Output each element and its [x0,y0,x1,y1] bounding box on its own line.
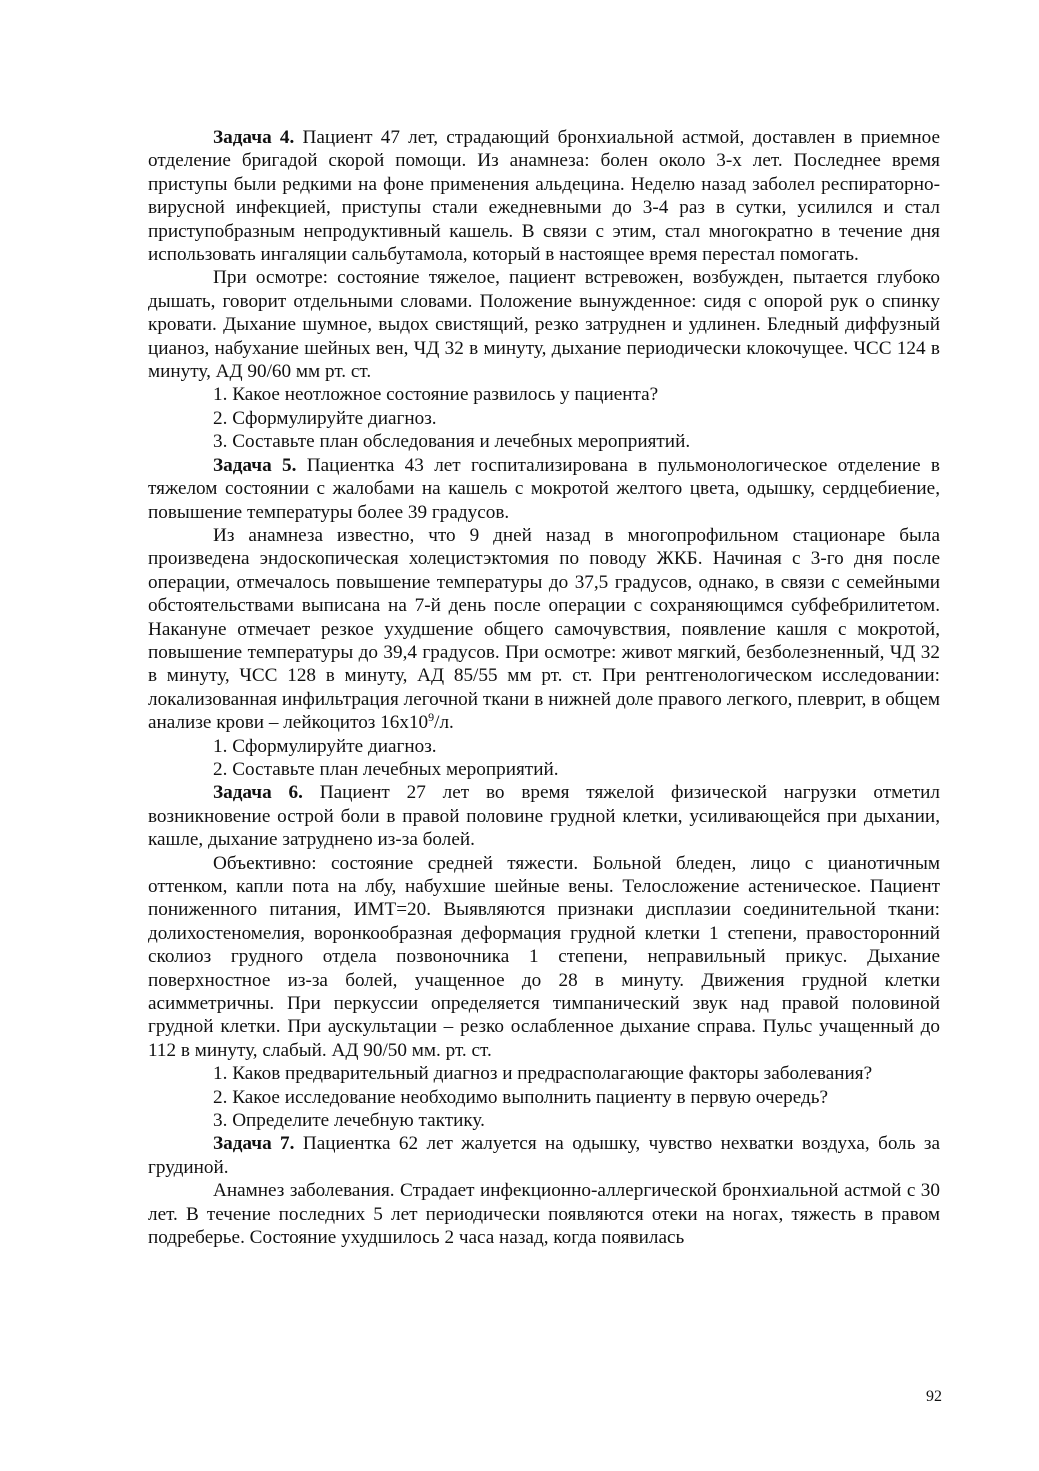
task-5-anamnesis-text: Из анамнеза известно, что 9 дней назад в многопрофильном стационаре была произведена эндоскопическая холецистэктомия по поводу ЖКБ. Начиная с 3-го дня после операции, отмечалось повышение температуры до 37,5 градусов, однако, в связи с семейными обстоятельствами выписана на 7-й день после операции с сохраняющимся субфебрилитетом. Накануне отмечает резкое ухудшение общего самочувствия, появление кашля с мокротой, повышение температуры до 39,4 градусов. При осмотре: живот мягкий, безболезненный, ЧД 32 в минуту, ЧСС 128 в минуту, АД 85/55 мм рт. ст. При рентгенологическом исследовании: локализованная инфильтрация легочной ткани в нижней доле правого легкого, плеврит, в общем анализе крови – лейкоцитоз 16х10 [148,524,940,734]
task-5-title: Задача 5. [213,454,297,476]
task-5-anamnesis-unit: /л. [434,712,454,734]
task-7-title: Задача 7. [213,1133,295,1155]
task-4-question-3: 3. Составьте план обследования и лечебных мероприятий. [213,431,691,453]
task-6-question-1: 1. Каков предварительный диагноз и предрасполагающие факторы заболевания? [213,1063,873,1085]
task-6-title: Задача 6. [213,782,303,804]
document-page [148,126,940,1250]
task-6-lead-text: Пациент 27 лет во время тяжелой физической нагрузки отметил возникновение острой боли в правой половине грудной клетки, усиливающейся при дыхании, кашле, дыхание затруднено из-за болей. [148,782,941,851]
task-4-lead [148,126,940,266]
task-7-anamnesis: Анамнез заболевания. Страдает инфекционно-аллергической бронхиальной астмой с 30 лет. В течение последних 5 лет периодически появляются отеки на ногах, тяжесть в правом подреберье. Состояние ухудшилось 2 часа назад, когда появилась [148,1180,940,1249]
task-7-lead-text: Пациентка 62 лет жалуется на одышку, чувство нехватки воздуха, боль за грудиной. [148,1133,940,1178]
task-6-question-2: 2. Какое исследование необходимо выполнить пациенту в первую очередь? [213,1086,829,1108]
task-4-question-1: 1. Какое неотложное состояние развилось у пациента? [213,384,659,406]
task-5-anamnesis [148,524,940,735]
page-number: 92 [926,1388,942,1405]
task-4-lead-text: Пациент 47 лет, страдающий бронхиальной астмой, доставлен в приемное отделение бригадой скорой помощи. Из анамнеза: болен около 3-х лет. Последнее время приступы были редкими на фоне применения альдецина. Неделю назад заболел респираторно-вирусной инфекцией, приступы стали ежедневными до 3-4 раз в сутки, усилился и стал приступобразным непродуктивный кашель. В связи с этим, стал многократно в течение дня использовать ингаляции сальбутамола, который в настоящее время перестал помогать. [148,127,941,266]
task-5-question-1: 1. Сформулируйте диагноз. [213,735,437,757]
task-6-lead [148,781,940,851]
task-5-lead [148,454,940,524]
task-5-lead-text: Пациентка 43 лет госпитализирована в пульмонологическое отделение в тяжелом состоянии с жалобами на кашель с мокротой желтого цвета, одышку, сердцебиение, повышение температуры более 39 градусов. [148,454,940,523]
task-4-question-2: 2. Сформулируйте диагноз. [213,407,437,429]
task-4-title: Задача 4. [213,127,295,148]
task-6-question-3: 3. Определите лечебную тактику. [213,1110,485,1132]
task-5-question-2: 2. Составьте план лечебных мероприятий. [213,758,559,780]
task-4-examination: При осмотре: состояние тяжелое, пациент встревожен, возбужден, пытается глубоко дышать, говорит отдельными словами. Положение вынужденное: сидя с опорой рук о спинку кровати. Дыхание шумное, выдох свистящий, резко затруднен и удлинен. Бледный диффузный цианоз, набухание шейных вен, ЧД 32 в минуту, дыхание периодически клокочущее. ЧСС 124 в минуту, АД 90/60 мм рт. ст. [148,267,940,383]
task-7-lead [148,1132,940,1179]
task-6-objective: Объективно: состояние средней тяжести. Больной бледен, лицо с цианотичным оттенком, капли пота на лбу, набухшие шейные вены. Телосложение астеническое. Пациент пониженного питания, ИМТ=20. Выявляются признаки дисплазии соединительной ткани: долихостеномелия, воронкообразная деформация грудной клетки 1 степени, правосторонний сколиоз грудного отдела позвоночника 1 степени, неправильный прикус. Дыхание поверхностное из-за болей, учащенное до 28 в минуту. Движения грудной клетки асимметричны. При перкуссии определяется тимпанический звук над правой половиной грудной клетки. При аускультации – резко ослабленное дыхание справа. Пульс учащенный до 112 в минуту, слабый. АД 90/50 мм. рт. ст. [148,852,940,1061]
task-5-exponent: 9 [428,710,435,725]
